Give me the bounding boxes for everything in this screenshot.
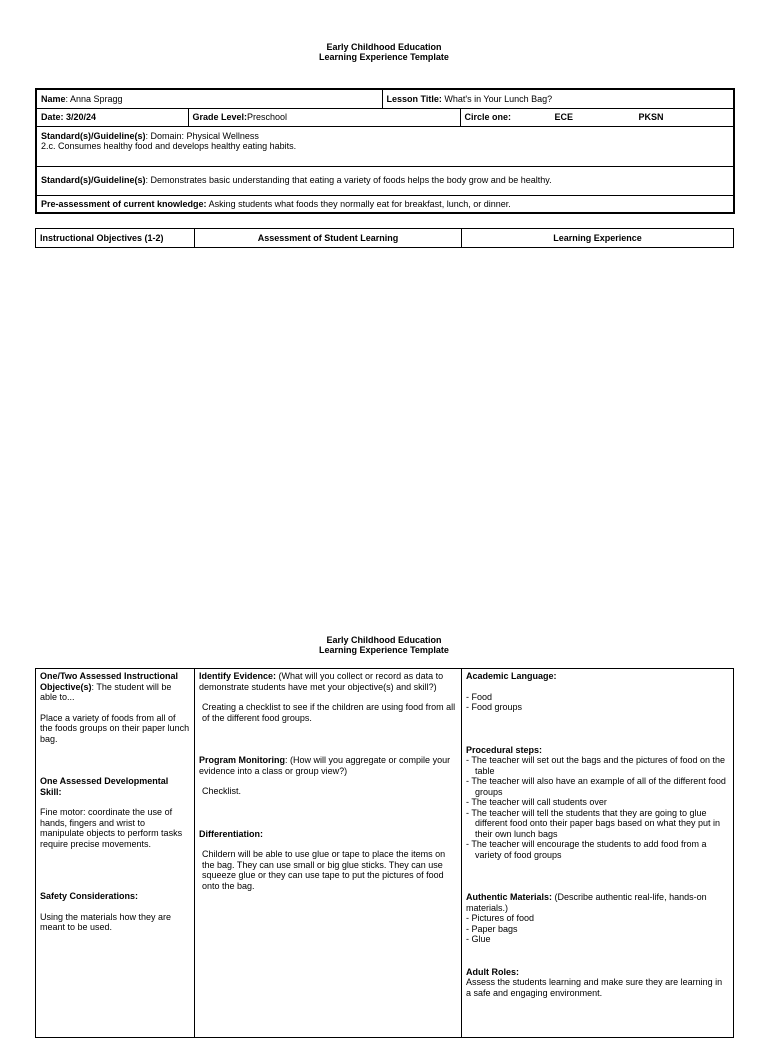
page2-title xyxy=(0,635,768,655)
adult-roles-label: Adult Roles: xyxy=(466,966,519,977)
standard1-label: Standard(s)/Guideline(s) xyxy=(41,130,146,141)
safety-text: Using the materials how they are meant to be used. xyxy=(40,911,172,932)
lesson-title-label: Lesson Title: xyxy=(386,93,442,104)
academic-language-label: Academic Language: xyxy=(466,671,557,681)
monitoring-text: : (How will you aggregate or compile your evidence into a class or group view?) xyxy=(199,755,451,776)
list-item: - The teacher will also have an example of all of the different food groups xyxy=(466,776,729,797)
list-item: - The teacher will set out the bags and the pictures of food on the table xyxy=(466,755,729,776)
learning-experience-column xyxy=(462,669,734,1038)
list-item: - Glue xyxy=(466,934,729,945)
preassessment-value: Asking students what foods they normally eat for breakfast, lunch, or dinner. xyxy=(206,198,511,209)
list-item: - The teacher will call students over xyxy=(466,797,729,808)
academic-language-list xyxy=(466,692,729,713)
page2-title-line2: Learning Experience Template xyxy=(319,645,449,655)
safety-label: Safety Considerations: xyxy=(40,891,139,901)
circle-option-pksn[interactable]: PKSN xyxy=(638,111,664,122)
objective-text: : The student will be able to... xyxy=(40,681,172,702)
name-label: Name xyxy=(41,93,66,104)
circle-label: Circle one: xyxy=(464,111,512,122)
circle-option-ece[interactable]: ECE xyxy=(554,111,574,122)
procedural-steps-list xyxy=(466,755,729,860)
differentiation-label: Differentiation: xyxy=(199,828,263,839)
adult-roles-text: Assess the students learning and make sure they are learning in a safe and engaging environment. xyxy=(466,977,723,998)
name-cell xyxy=(36,89,382,108)
monitoring-detail: Checklist. xyxy=(202,786,242,796)
lesson-info-table xyxy=(35,88,735,214)
evidence-text: (What will you collect or record as data to demonstrate students have met your objective(s) and skill?) xyxy=(199,671,444,692)
evidence-detail: Creating a checklist to see if the children are using food from all of the different food groups. xyxy=(202,702,456,723)
list-item: - Paper bags xyxy=(466,924,729,935)
monitoring-label: Program Monitoring xyxy=(199,755,285,765)
list-item: - The teacher will encourage the students to add food from a variety of food groups xyxy=(466,839,729,860)
objective-detail: Place a variety of foods from all of the foods groups on their paper lunch bag. xyxy=(40,712,190,744)
circle-cell xyxy=(460,108,734,126)
standard2-cell xyxy=(36,166,734,195)
standard2-label: Standard(s)/Guideline(s) xyxy=(41,175,146,186)
dev-skill-text: Fine motor: coordinate the use of hands, fingers and wrist to manipulate objects to perform tasks require precise movements. xyxy=(40,807,183,849)
objective-label: One/Two Assessed Instructional Objective(s) xyxy=(40,671,179,692)
list-item: - The teacher will tell the students that they are going to glue different food onto their paper bags based on what they put in their own lunch bags xyxy=(466,808,729,840)
header-instructional-objectives: Instructional Objectives (1-2) xyxy=(36,229,195,248)
page2-title-line1: Early Childhood Education xyxy=(326,635,442,645)
date-cell xyxy=(36,108,188,126)
assessment-column xyxy=(195,669,462,1038)
page1-title-line1: Early Childhood Education xyxy=(326,42,442,52)
preassessment-label: Pre-assessment of current knowledge: xyxy=(41,198,207,209)
evidence-label: Identify Evidence: xyxy=(199,671,277,681)
plan-table xyxy=(35,668,734,1038)
procedural-steps-label: Procedural steps: xyxy=(466,744,543,755)
list-item: - Pictures of food xyxy=(466,913,729,924)
objectives-column xyxy=(36,669,195,1038)
name-value: : Anna Spragg xyxy=(65,93,123,104)
section-header-table xyxy=(35,228,734,248)
page1-title xyxy=(0,42,768,62)
date-label: Date: xyxy=(41,111,64,122)
materials-text: (Describe authentic real-life, hands-on materials.) xyxy=(466,892,707,913)
page1-title-line2: Learning Experience Template xyxy=(319,52,449,62)
standard1-value: : Domain: Physical Wellness xyxy=(145,130,259,141)
preassessment-cell xyxy=(36,195,734,213)
dev-skill-label: One Assessed Developmental Skill: xyxy=(40,776,169,797)
list-item: - Food groups xyxy=(466,702,729,713)
header-learning-experience: Learning Experience xyxy=(462,229,734,248)
differentiation-text: Childern will be able to use glue or tape to place the items on the bag. They can use small or big glue sticks. They can use squeeze glue or they can use tape to put the pictures of food onto the bag. xyxy=(202,849,446,891)
standard2-value: : Demonstrates basic understanding that eating a variety of foods helps the body grow and be healthy. xyxy=(145,175,552,186)
lesson-title-value: What's in Your Lunch Bag? xyxy=(441,93,553,104)
materials-label: Authentic Materials: xyxy=(466,892,553,902)
list-item: - Food xyxy=(466,692,729,703)
date-value: 3/20/24 xyxy=(63,111,97,122)
standard1-line2: 2.c. Consumes healthy food and develops healthy eating habits. xyxy=(41,141,297,151)
lesson-title-cell xyxy=(382,89,734,108)
grade-label: Grade Level: xyxy=(192,111,248,122)
header-assessment: Assessment of Student Learning xyxy=(195,229,462,248)
grade-cell xyxy=(188,108,460,126)
materials-list xyxy=(466,913,729,945)
grade-value: Preschool xyxy=(247,111,288,122)
standard1-cell xyxy=(36,126,734,166)
